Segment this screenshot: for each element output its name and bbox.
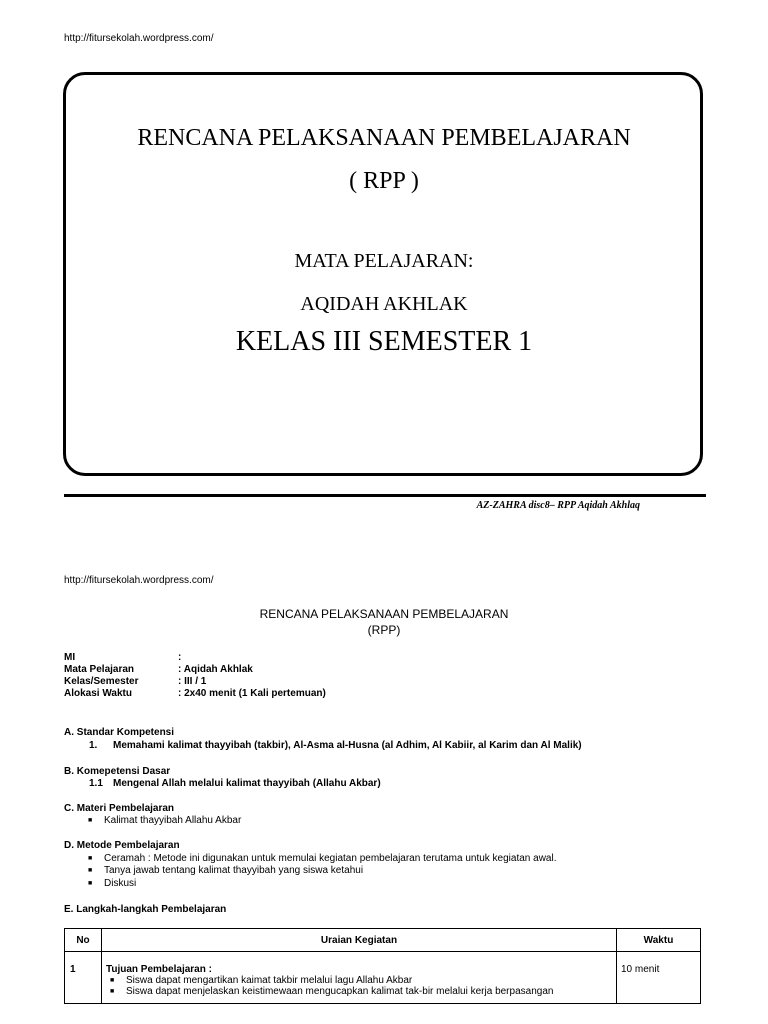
cover-subject-label: MATA PELAJARAN: — [294, 250, 474, 272]
bullet-icon: ■ — [88, 880, 93, 887]
info-value: : — [178, 652, 182, 663]
bullet-icon: ■ — [110, 977, 115, 984]
activity-table — [64, 928, 701, 1004]
item-number: 1. — [89, 740, 98, 751]
column-header-waktu: Waktu — [617, 929, 701, 952]
column-header-no: No — [65, 929, 102, 952]
list-item-text: Siswa dapat mengartikan kaimat takbir melalui lagu Allahu Akbar — [126, 975, 413, 986]
cover-class-semester: KELAS III SEMESTER 1 — [235, 326, 533, 357]
page2-title: RENCANA PELAKSANAAN PEMBELAJARAN — [259, 607, 509, 621]
list-item — [88, 815, 241, 826]
item-text: Memahami kalimat thayyibah (takbir), Al-Asma al-Husna (al Adhim, Al Kabiir, al Karim dan Al Malik) — [113, 740, 582, 751]
bullet-icon: ■ — [88, 855, 93, 862]
list-item — [88, 865, 363, 876]
cover-title: RENCANA PELAKSANAAN PEMBELAJARAN — [137, 125, 631, 151]
info-value: : 2x40 menit (1 Kali pertemuan) — [178, 688, 326, 699]
info-label: Kelas/Semester — [64, 676, 139, 687]
list-item-text: Tanya jawab tentang kalimat thayyibah yang siswa ketahui — [104, 865, 364, 876]
page-divider — [64, 494, 706, 497]
list-item-text: Diskusi — [104, 878, 137, 889]
row-description — [102, 952, 617, 1004]
table-header-row — [65, 929, 701, 952]
info-label: Mata Pelajaran — [64, 664, 135, 675]
info-value: : Aqidah Akhlak — [178, 664, 253, 675]
list-item — [88, 878, 136, 889]
section-b-heading: B. Komepetensi Dasar — [64, 766, 171, 777]
item-text: Mengenal Allah melalui kalimat thayyibah (Allahu Akbar) — [113, 778, 381, 789]
page2-url: http://fitursekolah.wordpress.com/ — [64, 575, 214, 586]
bullet-icon: ■ — [88, 867, 93, 874]
list-item — [106, 986, 612, 997]
header-url: http://fitursekolah.wordpress.com/ — [64, 33, 214, 44]
table-row — [65, 952, 701, 1004]
list-item-text: Kalimat thayyibah Allahu Akbar — [104, 815, 242, 826]
column-header-uraian: Uraian Kegiatan — [102, 929, 617, 952]
bullet-icon: ■ — [88, 817, 93, 824]
section-d-heading: D. Metode Pembelajaran — [64, 840, 180, 851]
section-c-heading: C. Materi Pembelajaran — [64, 803, 175, 814]
list-item — [106, 975, 612, 986]
page-footer: AZ-ZAHRA disc8– RPP Aqidah Akhlaq — [476, 500, 640, 511]
cover-subject: AQIDAH AKHLAK — [300, 293, 468, 315]
info-value: : III / 1 — [178, 676, 207, 687]
section-a-item — [89, 740, 582, 751]
info-label: MI — [64, 652, 76, 663]
page2-subtitle: (RPP) — [367, 623, 401, 637]
list-item-text: Ceramah : Metode ini digunakan untuk memulai kegiatan pembelajaran terutama untuk kegiatan awal. — [104, 853, 557, 864]
row-time: 10 menit — [617, 952, 701, 1004]
section-b-item — [89, 778, 381, 789]
section-e-heading: E. Langkah-langkah Pembelajaran — [64, 904, 227, 915]
row-heading: Tujuan Pembelajaran : — [106, 964, 212, 975]
bullet-icon: ■ — [110, 988, 115, 995]
list-item — [88, 853, 557, 864]
row-number: 1 — [65, 952, 102, 1004]
list-item-text: Siswa dapat menjelaskan keistimewaan mengucapkan kalimat tak-bir melalui kerja berpasangan — [126, 986, 554, 997]
item-number: 1.1 — [89, 778, 103, 789]
section-a-heading: A. Standar Kompetensi — [64, 727, 175, 738]
info-label: Alokasi Waktu — [64, 688, 132, 699]
cover-subtitle: ( RPP ) — [349, 168, 419, 194]
